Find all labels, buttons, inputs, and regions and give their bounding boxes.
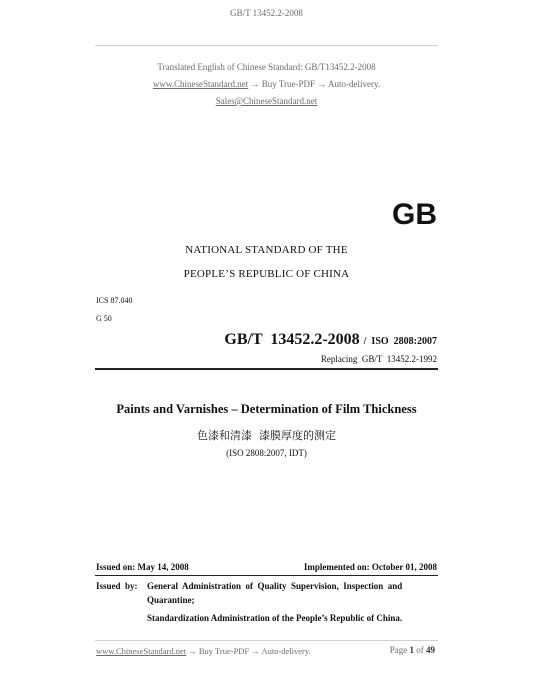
of-label: of [416,645,424,655]
dates-rule [95,575,438,576]
buy-text: → Buy True-PDF → Auto-delivery. [250,79,381,89]
national-line-2: PEOPLE’S REPUBLIC OF CHINA [183,268,350,280]
ics-code: ICS 87.040 [96,296,133,305]
header-divider [95,45,438,46]
implemented-date: Implemented on: October 01, 2008 [303,562,437,572]
issuer-label: Issued by: [96,581,138,591]
issuer-line-1: General Administration of Quality Supervision, Inspection and [147,581,403,591]
iso-number: / ISO 2808:2007 [363,336,437,347]
email-link[interactable]: Sales@ChineseStandard.net [215,96,318,106]
footer-divider [95,640,438,641]
replacing-note: Replacing GB/T 13452.2-1992 [320,354,437,364]
standard-number: GB/T 13452.2-2008 [224,331,360,348]
page-indicator [390,645,435,655]
iso-reference: (ISO 2808:2007, IDT) [226,448,307,458]
issuer-line-2: Quarantine; [147,595,195,605]
footer-site-link[interactable]: www.ChineseStandard.net [96,646,187,656]
footer-purchase-line [96,646,311,656]
standard-number-line [224,331,437,349]
running-header: GB/T 13452.2-2008 [230,8,303,18]
issuer-line-3: Standardization Administration of the People’s Republic of China. [147,613,403,623]
gb-mark: GB [392,198,437,231]
title-rule [95,368,438,370]
english-title: Paints and Varnishes – Determination of Film Thickness [116,402,417,416]
email-line [0,96,533,106]
site-link[interactable]: www.ChineseStandard.net [152,79,249,89]
chinese-title: 色漆和清漆 漆膜厚度的测定 [197,429,336,442]
footer-buy-text: → Buy True-PDF → Auto-delivery. [188,646,311,656]
page-label: Page [389,645,408,655]
translated-line: Translated English of Chinese Standard: GB/T13452.2-2008 [157,62,376,72]
purchase-line [0,79,533,89]
national-line-1: NATIONAL STANDARD OF THE [185,244,348,256]
page-number: 1 [409,645,414,655]
class-code: G 50 [96,314,112,323]
issued-date: Issued on: May 14, 2008 [96,562,189,572]
page-total: 49 [426,645,435,655]
